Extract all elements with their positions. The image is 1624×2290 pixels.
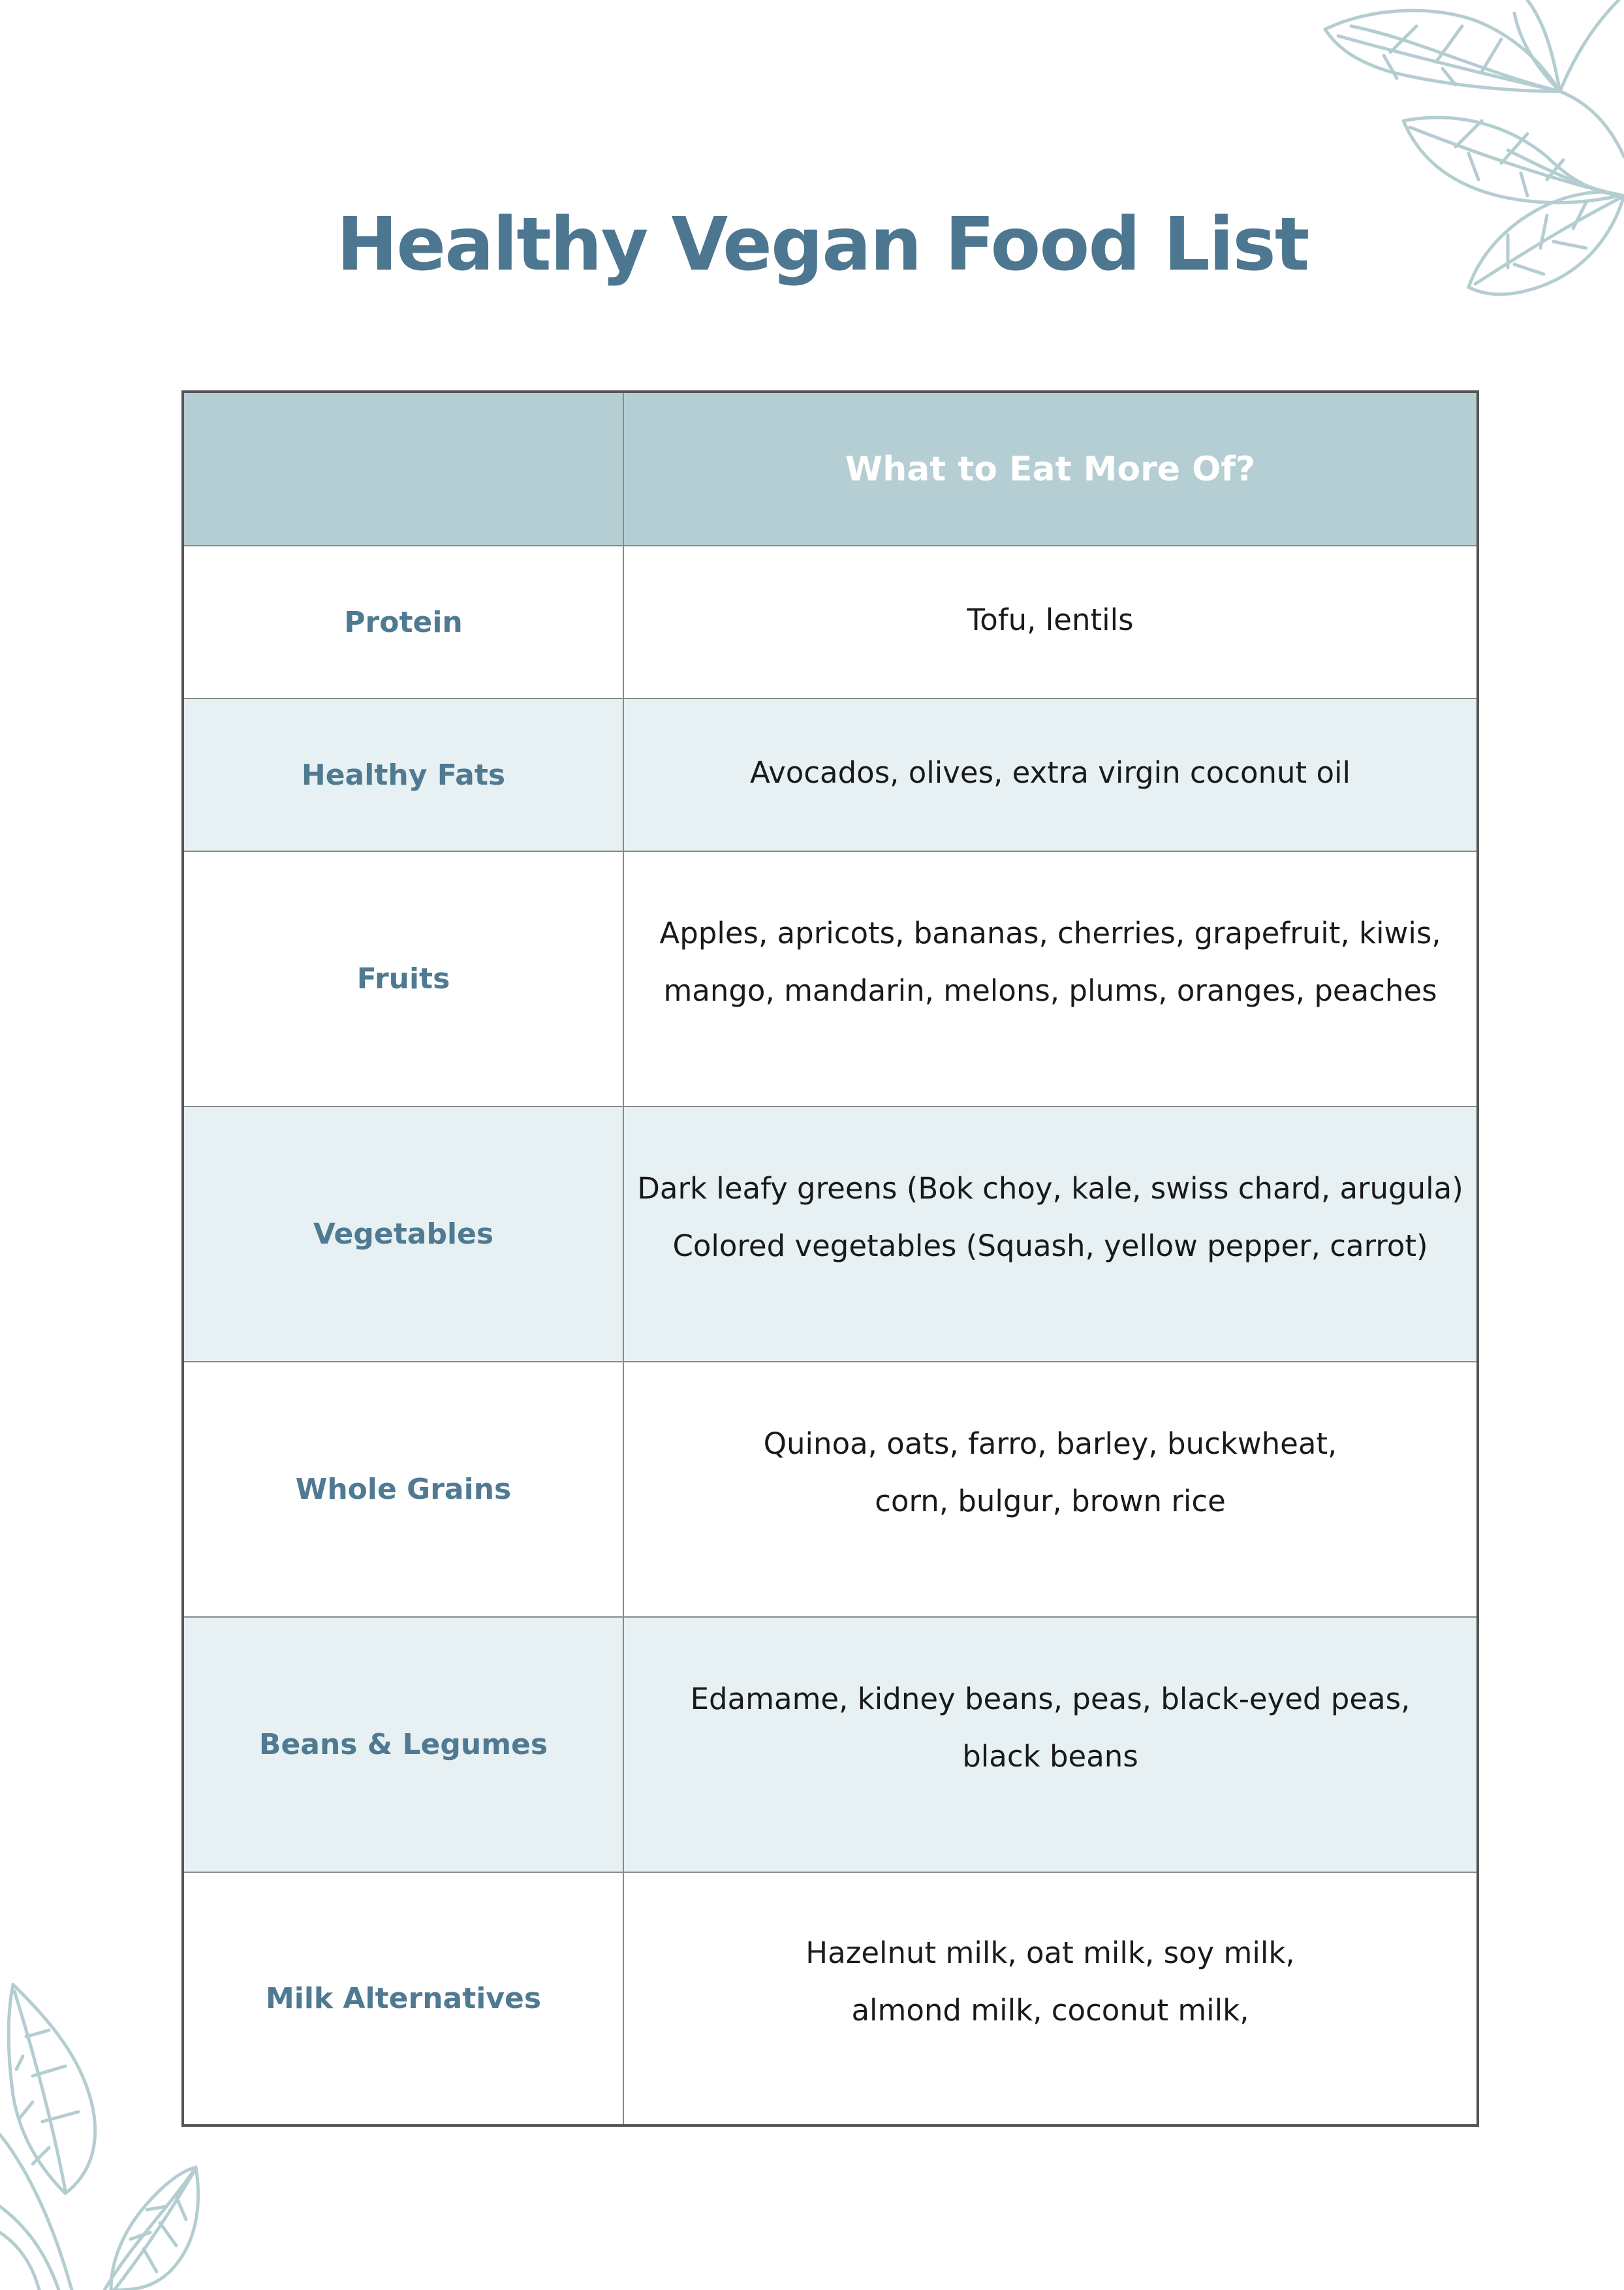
items-line: Quinoa, oats, farro, barley, buckwheat, [763,1426,1337,1461]
page-title: Healthy Vegan Food List [336,202,1309,287]
items-line: Hazelnut milk, oat milk, soy milk, [805,1935,1295,1970]
items-cell [623,1362,1478,1617]
category-cell [183,851,623,1106]
table-row-milk-alternatives [183,1872,1478,2125]
items-cell [623,698,1478,851]
header-category-cell [183,392,623,546]
category-label: Vegetables [313,1217,494,1251]
header-items-cell: What to Eat More Of? [623,392,1478,546]
items-line: Apples, apricots, bananas, cherries, grapefruit, kiwis, [659,915,1441,950]
items-line: Colored vegetables (Squash, yellow pepper, carrot) [672,1228,1428,1263]
items-line: Tofu, lentils [967,603,1134,637]
category-cell [183,1106,623,1362]
category-label: Fruits [356,962,450,996]
table-row-fruits [183,851,1478,1106]
items-line: Edamame, kidney beans, peas, black-eyed peas, [690,1681,1411,1716]
items-cell [623,546,1478,698]
category-label: Healthy Fats [301,758,506,792]
items-cell [623,851,1478,1106]
category-cell [183,698,623,851]
items-line: Dark leafy greens (Bok choy, kale, swiss chard, arugula) [637,1170,1463,1206]
table-row-whole-grains [183,1362,1478,1617]
category-label: Beans & Legumes [258,1728,548,1761]
category-label: Whole Grains [295,1473,512,1506]
items-line: corn, bulgur, brown rice [875,1483,1226,1518]
table-row-healthy-fats [183,698,1478,851]
category-label: Protein [344,605,463,639]
items-line: black beans [962,1738,1138,1774]
items-line: Avocados, olives, extra virgin coconut oil [749,755,1351,790]
table-row-beans-legumes [183,1617,1478,1872]
table-row-vegetables [183,1106,1478,1362]
items-cell [623,1617,1478,1872]
table-header-row [183,392,1478,546]
items-line: almond milk, coconut milk, [851,1992,1249,2028]
items-cell [623,1872,1478,2125]
items-line: mango, mandarin, melons, plums, oranges, peaches [663,973,1437,1008]
category-cell [183,1362,623,1617]
items-cell [623,1106,1478,1362]
category-cell [183,1872,623,2125]
category-cell [183,1617,623,1872]
category-cell [183,546,623,698]
category-label: Milk Alternatives [265,1982,542,2015]
food-table [181,390,1479,2127]
table-row-protein [183,546,1478,698]
